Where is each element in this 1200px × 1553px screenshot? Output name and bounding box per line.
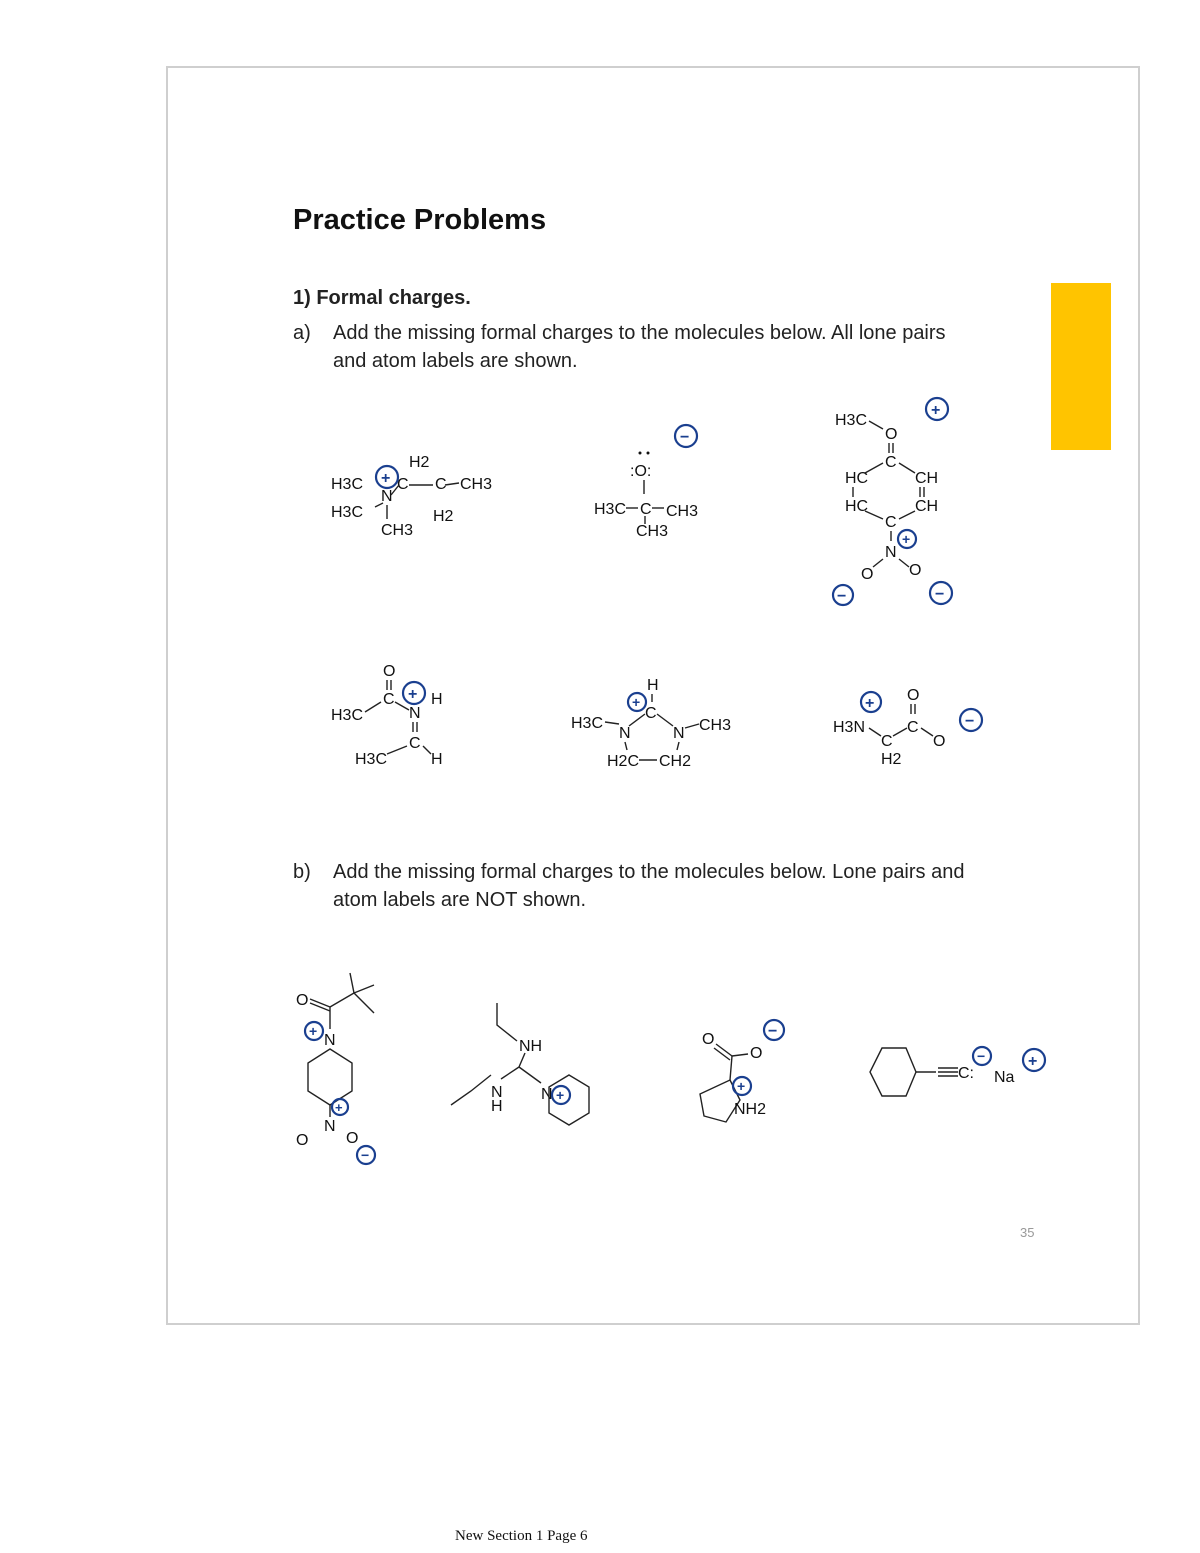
- svg-text:−: −: [935, 586, 945, 603]
- minus-charge-icon: [675, 425, 697, 447]
- plus-charge-icon: [332, 1099, 348, 1115]
- plus-charge-icon: [305, 1022, 323, 1040]
- atom-label: C: [409, 735, 421, 752]
- svg-text:−: −: [977, 1048, 986, 1064]
- atom-label: N: [885, 544, 897, 561]
- atom-label: CH3: [460, 476, 493, 493]
- atom-label: NH: [519, 1038, 543, 1055]
- footer-text: New Section 1 Page 6: [455, 1528, 588, 1544]
- part-b-marker: b): [293, 861, 311, 883]
- part-b-line1: Add the missing formal charges to the molecules below. Lone pairs and: [333, 861, 965, 883]
- atom-label: N: [324, 1032, 336, 1049]
- atom-label: H3C: [571, 715, 604, 732]
- atom-label: C: [885, 454, 897, 471]
- atom-label: N: [324, 1118, 336, 1135]
- atom-label: H3C: [331, 504, 364, 521]
- minus-charge-icon: [357, 1146, 375, 1164]
- molecule-a5: [565, 672, 745, 777]
- molecule-b2: [445, 995, 610, 1135]
- atom-label: N: [491, 1084, 503, 1101]
- molecule-b4: [850, 1040, 1060, 1110]
- atom-label: O: [346, 1130, 359, 1147]
- svg-text:+: +: [1028, 1053, 1038, 1070]
- atom-label: H3C: [594, 501, 627, 518]
- atom-label: O: [296, 1132, 309, 1149]
- svg-text:+: +: [408, 686, 418, 703]
- part-a-marker: a): [293, 322, 311, 344]
- atom-label: C: [397, 476, 409, 493]
- svg-text:−: −: [837, 588, 847, 605]
- molecule-a2: [590, 420, 730, 550]
- section-title: 1) Formal charges.: [293, 287, 471, 309]
- atom-label: O: [702, 1031, 715, 1048]
- atom-label: H3N: [833, 719, 866, 736]
- svg-text:+: +: [556, 1087, 565, 1103]
- atom-label: N: [673, 725, 685, 742]
- atom-label: C: [640, 501, 652, 518]
- minus-charge-icon: [764, 1020, 784, 1040]
- atom-label: H2: [409, 454, 430, 471]
- atom-label: C: [383, 691, 395, 708]
- svg-text:+: +: [902, 531, 911, 547]
- atom-label: CH: [915, 470, 939, 487]
- atom-label: C: [907, 719, 919, 736]
- atom-label: CH3: [636, 523, 669, 540]
- molecule-b3: [690, 1018, 800, 1133]
- svg-text:−: −: [965, 713, 975, 730]
- atom-label: O: [907, 687, 920, 704]
- atom-label: O: [750, 1045, 763, 1062]
- atom-label: CH: [915, 498, 939, 515]
- atom-label: H: [491, 1098, 503, 1115]
- plus-charge-icon: [926, 398, 948, 420]
- atom-label: O: [909, 562, 922, 579]
- atom-label: CH3: [666, 503, 699, 520]
- plus-charge-icon: [898, 530, 916, 548]
- svg-text:+: +: [931, 402, 941, 419]
- svg-text:+: +: [309, 1023, 318, 1039]
- plus-charge-icon: [861, 692, 881, 712]
- atom-label: H3C: [355, 751, 388, 768]
- molecule-a6: [825, 672, 1000, 777]
- atom-label: H3C: [835, 412, 868, 429]
- atom-label: H2: [433, 508, 454, 525]
- atom-label: O: [933, 733, 946, 750]
- plus-charge-icon: [552, 1086, 570, 1104]
- atom-label: N: [619, 725, 631, 742]
- atom-label: N: [409, 705, 421, 722]
- atom-label: N: [541, 1086, 553, 1103]
- atom-label: H3C: [331, 707, 364, 724]
- atom-label: H: [431, 691, 443, 708]
- plus-charge-icon: [733, 1077, 751, 1095]
- atom-label: C: [645, 705, 657, 722]
- atom-label: NH2: [734, 1101, 767, 1118]
- plus-charge-icon: [1023, 1049, 1045, 1071]
- atom-label: CH3: [699, 717, 732, 734]
- atom-label: O: [383, 663, 396, 680]
- atom-label: HC: [845, 470, 869, 487]
- atom-label: H2: [881, 751, 902, 768]
- atom-label: H: [431, 751, 443, 768]
- atom-label: CH3: [381, 522, 414, 539]
- molecule-a1: [325, 445, 515, 545]
- minus-charge-icon: [973, 1047, 991, 1065]
- part-a-line1: Add the missing formal charges to the molecules below. All lone pairs: [333, 322, 946, 344]
- atom-label: N: [381, 488, 393, 505]
- page-number: 35: [1020, 1225, 1035, 1240]
- part-b-line2: atom labels are NOT shown.: [333, 889, 587, 911]
- plus-charge-icon: [403, 682, 425, 704]
- svg-text:+: +: [865, 695, 875, 712]
- atom-label: C:: [958, 1065, 974, 1082]
- svg-text:+: +: [632, 694, 641, 710]
- atom-label: Na: [994, 1069, 1015, 1086]
- atom-label: H2C: [607, 753, 640, 770]
- page-title: Practice Problems: [293, 204, 547, 236]
- plus-charge-icon: [376, 466, 398, 488]
- atom-label: C: [885, 514, 897, 531]
- molecule-b1: [290, 965, 400, 1175]
- svg-text:−: −: [680, 429, 690, 446]
- svg-text:−: −: [768, 1023, 778, 1040]
- atom-label: H: [647, 677, 659, 694]
- atom-label: O: [861, 566, 874, 583]
- atom-label: :O:: [630, 463, 652, 480]
- molecule-a4: [325, 650, 465, 775]
- atom-label: O: [885, 426, 898, 443]
- molecule-a3: [825, 395, 985, 610]
- minus-charge-icon: [930, 582, 952, 604]
- svg-text:+: +: [381, 470, 391, 487]
- atom-label: O: [296, 992, 309, 1009]
- minus-charge-icon: [833, 585, 853, 605]
- atom-label: C: [435, 476, 447, 493]
- accent-bar: [1051, 283, 1111, 450]
- minus-charge-icon: [960, 709, 982, 731]
- atom-label: HC: [845, 498, 869, 515]
- plus-charge-icon: [628, 693, 646, 711]
- atom-label: CH2: [659, 753, 692, 770]
- part-a-line2: and atom labels are shown.: [333, 350, 578, 372]
- atom-label: C: [881, 733, 893, 750]
- svg-text:+: +: [335, 1100, 343, 1115]
- atom-label: H3C: [331, 476, 364, 493]
- svg-text:+: +: [737, 1078, 746, 1094]
- svg-text:−: −: [361, 1147, 370, 1163]
